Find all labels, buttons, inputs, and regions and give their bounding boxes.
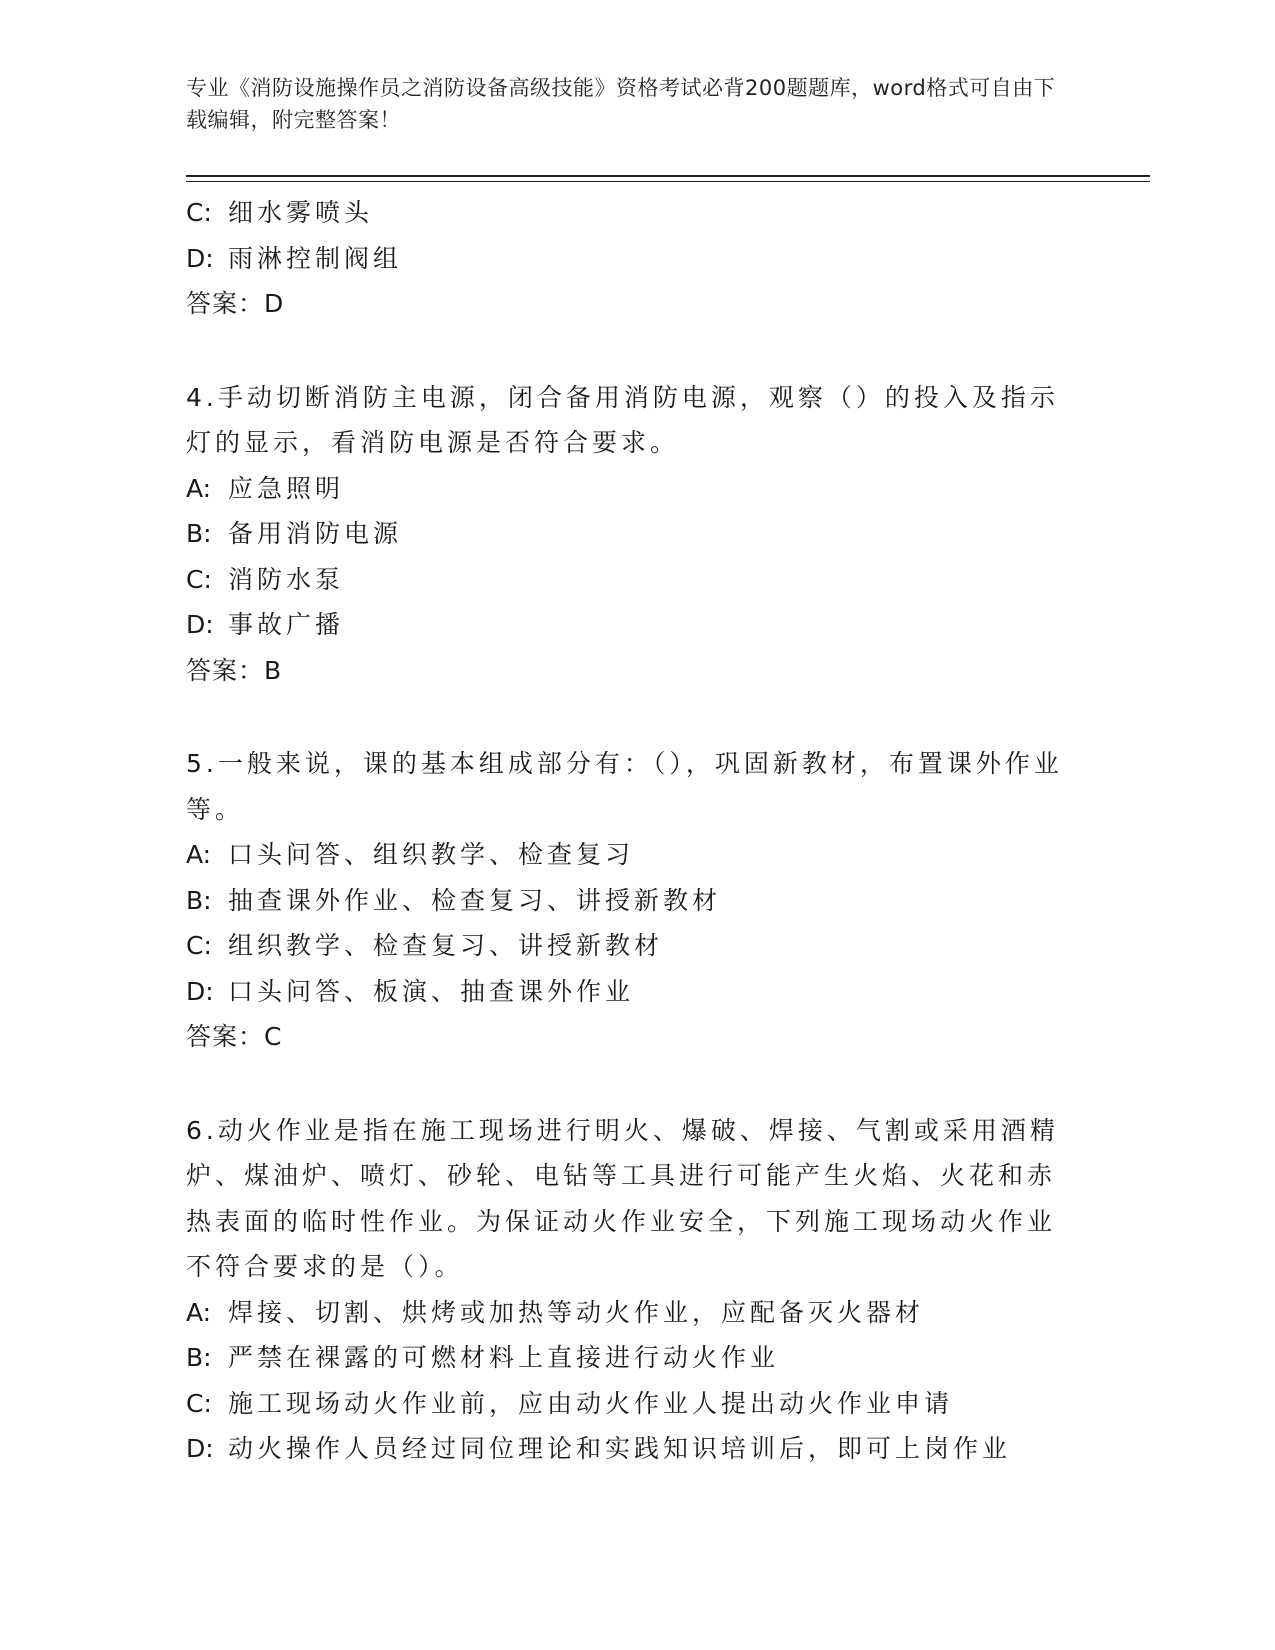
option-text: 雨淋控制阀组	[228, 243, 403, 273]
option-text: 施工现场动火作业前，应由动火作业人提出动火作业申请	[228, 1388, 954, 1418]
option-text: 应急照明	[228, 473, 345, 503]
option-text: 严禁在裸露的可燃材料上直接进行动火作业	[228, 1343, 780, 1372]
option-b	[186, 511, 1066, 557]
question-stem: 6.动火作业是指在施工现场进行明火、爆破、焊接、气割或采用酒精炉、煤油炉、喷灯、砂轮、电钻等工具进行可能产生火焰、火花和赤热表面的临时性作业。为保证动火作业安全，下列施工现场动火作业不符合要求的是（）。	[186, 1115, 1059, 1281]
option-text: 细水雾喷头	[228, 198, 374, 227]
option-letter: C:	[186, 564, 212, 594]
option-letter: B:	[186, 885, 212, 915]
option-c	[186, 923, 1066, 969]
question-stem: 5.一般来说，课的基本组成部分有：（），巩固新教材，布置课外作业等。	[186, 749, 1063, 824]
option-text: 备用消防电源	[228, 519, 403, 548]
option-text: 事故广播	[228, 610, 345, 639]
option-b	[186, 1335, 1066, 1381]
page-header: 专业《消防设施操作员之消防设备高级技能》资格考试必背200题题库，word格式可自由下载编辑，附完整答案！	[186, 76, 1056, 132]
option-a	[186, 466, 1066, 512]
answer-line: 答案：B	[186, 655, 283, 685]
option-letter: D:	[186, 1434, 214, 1463]
option-letter: A:	[186, 473, 212, 503]
answer-line: 答案：C	[186, 1022, 283, 1051]
option-text: 动火操作人员经过同位理论和实践知识培训后，即可上岗作业	[228, 1434, 1012, 1463]
option-letter: A:	[186, 1297, 212, 1327]
option-letter: C:	[186, 931, 212, 960]
option-letter: C:	[186, 198, 212, 227]
option-text: 口头问答、板演、抽查课外作业	[228, 976, 635, 1006]
option-a	[186, 1290, 1066, 1336]
question-4	[186, 375, 1066, 694]
header-divider	[186, 175, 1150, 177]
option-d	[186, 969, 1066, 1015]
option-text: 消防水泵	[228, 564, 345, 594]
option-text: 焊接、切割、烘烤或加热等动火作业，应配备灭火器材	[228, 1297, 925, 1327]
option-b	[186, 878, 1066, 924]
option-c	[186, 557, 1066, 603]
option-text: 抽查课外作业、检查复习、讲授新教材	[228, 885, 722, 915]
header-divider-thin	[186, 181, 1150, 182]
option-d	[186, 1426, 1066, 1472]
option-letter: D:	[186, 610, 214, 639]
option-c	[186, 1381, 1066, 1427]
option-text: 口头问答、组织教学、检查复习	[228, 840, 635, 869]
option-a	[186, 832, 1066, 878]
option-d	[186, 602, 1066, 648]
question-5	[186, 741, 1066, 1060]
previous-question	[186, 190, 1066, 327]
option-letter: D:	[186, 243, 214, 273]
option-c	[186, 190, 1066, 236]
option-letter: B:	[186, 519, 212, 548]
option-letter: C:	[186, 1388, 212, 1418]
document-body	[186, 190, 1066, 1472]
answer-line: 答案：D	[186, 289, 285, 318]
option-letter: A:	[186, 840, 212, 869]
option-letter: D:	[186, 976, 214, 1006]
question-6	[186, 1108, 1066, 1472]
option-text: 组织教学、检查复习、讲授新教材	[228, 931, 664, 960]
option-d	[186, 236, 1066, 282]
option-letter: B:	[186, 1343, 212, 1372]
question-stem: 4.手动切断消防主电源，闭合备用消防电源，观察（）的投入及指示灯的显示，看消防电源是否符合要求。	[186, 382, 1059, 457]
